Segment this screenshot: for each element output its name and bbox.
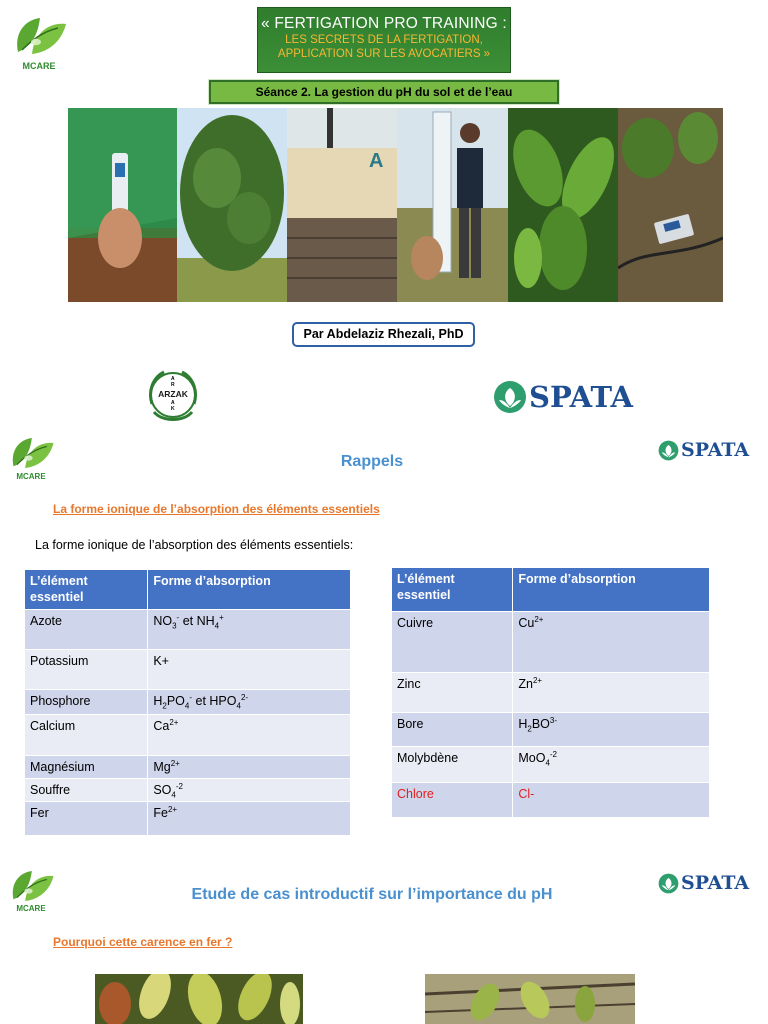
spata-logo-text: SPATA	[529, 380, 634, 414]
mcare-leaf-icon	[6, 866, 56, 906]
mcare-leaf-icon	[10, 12, 68, 60]
table-header-element: L’élément essentiel	[392, 568, 513, 611]
spata-logo-text: SPATA	[681, 439, 750, 461]
subheading-iron-deficiency: Pourquoi cette carence en fer ?	[53, 935, 233, 949]
spata-logo-slide2	[658, 439, 749, 461]
tank-label: A	[369, 150, 384, 172]
table-row: Calcium $Ca^{2+}$	[25, 714, 351, 755]
table-header-form: Forme d’absorption	[148, 570, 351, 609]
spata-logo-large	[493, 380, 633, 414]
course-title-banner	[257, 7, 511, 73]
mcare-leaf-icon	[6, 433, 56, 473]
table-header-element: L’élément essentiel	[25, 570, 148, 609]
arzak-vertical-top: A R	[171, 376, 175, 388]
table-row: Zinc $Zn^{2+}$	[392, 672, 710, 712]
mcare-logo-text: MCARE	[16, 472, 46, 481]
course-title-line1: « FERTIGATION PRO TRAINING :	[261, 15, 507, 32]
photo-chlorotic-leaves-right	[425, 974, 635, 1024]
course-title-line3: APPLICATION SUR LES AVOCATIERS »	[277, 48, 491, 60]
absorption-table-right	[392, 568, 710, 817]
table-header-form: Forme d’absorption	[513, 568, 710, 611]
subheading-ionic-form: La forme ionique de l’absorption des éléments essentiels	[53, 502, 380, 516]
table-row: Bore $H_2BO^{3-}$	[392, 712, 710, 746]
photo-avocado-tree	[177, 108, 287, 302]
author-credit: Par Abdelaziz Rhezali, PhD	[292, 322, 475, 347]
photo-ph-meter-greenhouse	[68, 108, 177, 302]
mcare-logo-slide3	[6, 866, 56, 926]
spata-leaf-icon	[493, 380, 527, 414]
course-title-line2: LES SECRETS DE LA FERTIGATION,	[285, 34, 483, 46]
spata-leaf-icon	[658, 873, 679, 894]
spata-leaf-icon	[658, 440, 679, 461]
arzak-vertical-bottom: A K	[171, 400, 175, 412]
photo-soil-sensor	[618, 108, 723, 302]
section-title-rappels: Rappels	[340, 453, 404, 470]
intro-text: La forme ionique de l’absorption des éléments essentiels:	[35, 538, 354, 552]
arzak-logo-text: ARZAK	[158, 389, 188, 399]
session-title: Séance 2. La gestion du pH du sol et de l’eau	[209, 80, 559, 104]
table-row: Potassium K+	[25, 649, 351, 689]
absorption-table-left	[25, 570, 351, 835]
mcare-logo	[10, 12, 68, 72]
photo-avocado-leaves	[508, 108, 618, 302]
section-title-case-study: Etude de cas introductif sur l’importance du pH	[191, 886, 553, 903]
mcare-logo-slide2	[6, 433, 56, 493]
spata-logo-slide3	[658, 872, 749, 894]
photo-water-tank	[287, 108, 397, 302]
mcare-logo-text: MCARE	[22, 61, 56, 71]
photo-chlorotic-leaves-left	[95, 974, 303, 1024]
table-row: Fer $Fe^{2+}$	[25, 801, 351, 835]
table-row: Magnésium $Mg^{2+}$	[25, 755, 351, 778]
table-row: Souffre $SO_4^{-2}$	[25, 778, 351, 801]
table-row: Phosphore $H_2PO_4^-$ et $HPO_4^{2-}$	[25, 689, 351, 714]
arzak-logo	[142, 364, 204, 426]
table-row: Chlore Cl-	[392, 782, 710, 817]
spata-logo-text: SPATA	[681, 872, 750, 894]
table-row: Cuivre $Cu^{2+}$	[392, 611, 710, 672]
table-row: Azote $NO_3^-$ et $NH_4^+$	[25, 609, 351, 649]
mcare-logo-text: MCARE	[16, 904, 46, 913]
table-row: Molybdène MoO$_4^{-2}$	[392, 746, 710, 782]
photo-graduated-cylinder	[397, 108, 508, 302]
